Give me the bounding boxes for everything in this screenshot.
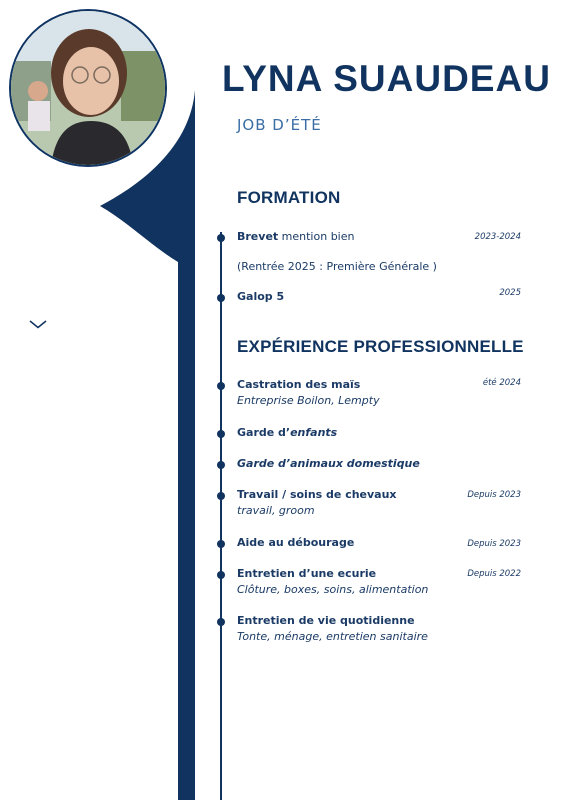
- timeline-dot: [217, 571, 225, 579]
- skill-item: Entretien de vie quotidienne: [21, 475, 165, 487]
- job-title: JOB D’ÉTÉ: [237, 116, 322, 134]
- experience-item-date: Depuis 2023: [467, 490, 521, 500]
- timeline-dot: [217, 382, 225, 390]
- phone-row: [29, 286, 172, 302]
- experience-item-date: Depuis 2023: [467, 539, 521, 549]
- skill-item: Sociable: [21, 583, 64, 595]
- experience-item-title: Entretien de vie quotidienne: [237, 614, 415, 627]
- skill-item: Entretien d’écurie: [21, 457, 112, 469]
- experience-item-title: Garde d’animaux domestique: [237, 457, 420, 470]
- timeline-line: [220, 232, 222, 800]
- experience-item-subtitle: Tonte, ménage, entretien sanitaire: [237, 630, 428, 643]
- timeline-dot: [217, 430, 225, 438]
- skill-item: Polivalente: [21, 565, 77, 577]
- email-row: [29, 318, 172, 334]
- address-text: Saint-Gervais-sous-Meymont: [54, 349, 134, 371]
- skills-list: [21, 437, 164, 598]
- experience-item-subtitle: travail, groom: [237, 504, 315, 517]
- experience-item-title: Entretien d’une ecurie: [237, 567, 377, 580]
- home-icon: [29, 346, 47, 362]
- experience-item-title: Garde d’enfants: [237, 426, 338, 439]
- skill-item: Adaptation facile et rapide: [21, 529, 156, 541]
- formation-item-title: Galop 5: [237, 290, 285, 303]
- formation-note: (Rentrée 2025 : Première Générale ): [237, 260, 437, 273]
- experience-item-title: Travail / soins de chevaux: [237, 488, 397, 501]
- profile-photo: [9, 9, 167, 167]
- address-row: [29, 346, 172, 372]
- timeline-dot: [217, 234, 225, 242]
- timeline-dot: [217, 540, 225, 548]
- email-address: lyna.suaudeau@gmail.com: [54, 321, 166, 331]
- phone-number: 06-36-49-05-75: [54, 289, 118, 299]
- experience-heading: EXPÉRIENCE PROFESSIONNELLE: [237, 337, 524, 356]
- experience-item-title: Castration des maïs: [237, 378, 361, 391]
- formation-item-title: Brevet mention bien: [237, 230, 355, 243]
- skill-item: Garde d’animaux: [21, 511, 108, 523]
- person-name: LYNA SUAUDEAU: [222, 58, 551, 99]
- experience-item-subtitle: Clôture, boxes, soins, alimentation: [237, 583, 429, 596]
- sidebar: [0, 0, 195, 800]
- skill-item: Soins et travail des chevaux: [21, 440, 164, 451]
- skill-item: Motivée et volontaire: [21, 547, 128, 559]
- timeline-dot: [217, 461, 225, 469]
- formation-heading: FORMATION: [237, 188, 341, 207]
- skill-item: Baby sitter: [21, 493, 76, 505]
- timeline-dot: [217, 492, 225, 500]
- timeline-dot: [217, 618, 225, 626]
- timeline-dot: [217, 294, 225, 302]
- formation-item-date: 2023-2024: [474, 232, 521, 242]
- experience-item-date: été 2024: [482, 378, 521, 388]
- contact-heading: COORDONNÉES: [29, 256, 139, 271]
- mail-icon: [29, 318, 47, 334]
- phone-icon: [29, 286, 47, 302]
- experience-item-date: Depuis 2022: [467, 569, 521, 579]
- experience-item-subtitle: Entreprise Boilon, Lempty: [237, 394, 380, 407]
- formation-item-date: 2025: [499, 288, 521, 298]
- experience-item-title: Aide au débourage: [237, 536, 355, 549]
- skills-heading: COMPÉTENCES: [21, 404, 128, 419]
